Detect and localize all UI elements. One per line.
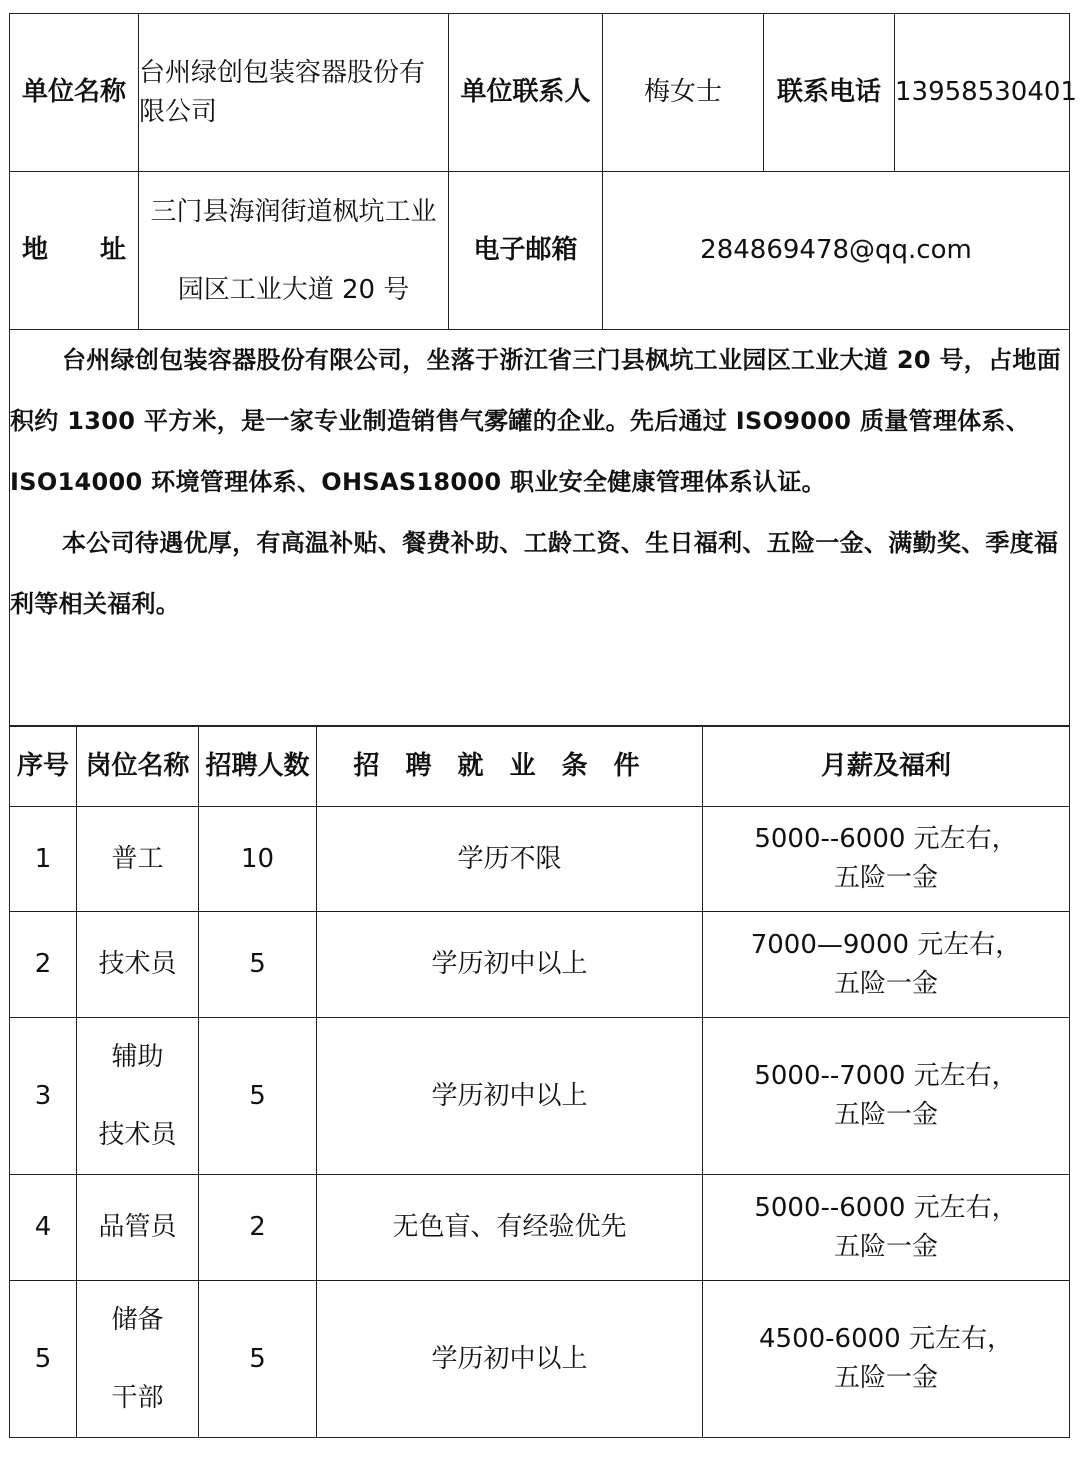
intro-paragraph-1: 台州绿创包装容器股份有限公司，坐落于浙江省三门县枫坑工业园区工业大道 20 号，占地面积约 1300 平方米，是一家专业制造销售气雾罐的企业。先后通过 ISO9000 质量管理体系、ISO14000 环境管理体系、OHSAS18000 职业安全健康管理体系认证。 bbox=[10, 346, 1062, 496]
row-requirements: 无色盲、有经验优先 bbox=[317, 1175, 703, 1281]
address-value bbox=[139, 172, 449, 330]
contact-label: 单位联系人 bbox=[449, 14, 603, 172]
salary-line-1: 5000--7000 元左右， bbox=[754, 1061, 1018, 1091]
row-no: 4 bbox=[10, 1175, 77, 1281]
row-requirements: 学历初中以上 bbox=[317, 912, 703, 1018]
position-line-2: 干部 bbox=[111, 1383, 164, 1413]
phone-label: 联系电话 bbox=[764, 14, 895, 172]
position-line-1: 储备 bbox=[111, 1305, 164, 1335]
salary-line-1: 4500-6000 元左右， bbox=[759, 1324, 1013, 1354]
row-position bbox=[77, 912, 199, 1018]
company-info-table bbox=[9, 13, 1077, 726]
position-line-1: 技术员 bbox=[98, 949, 177, 979]
email-label: 电子邮箱 bbox=[449, 172, 603, 330]
salary-line-2: 五险一金 bbox=[833, 1100, 938, 1130]
job-openings-table bbox=[9, 726, 1070, 1438]
position-line-1: 普工 bbox=[111, 843, 164, 874]
header-count: 招聘人数 bbox=[199, 727, 317, 807]
header-no: 序号 bbox=[10, 727, 77, 807]
row-requirements: 学历初中以上 bbox=[317, 1018, 703, 1175]
row-position bbox=[77, 1175, 199, 1281]
position-line-2: 技术员 bbox=[98, 1120, 177, 1150]
position-line-1: 辅助 bbox=[111, 1042, 164, 1072]
table-row bbox=[10, 1018, 1070, 1175]
row-count: 5 bbox=[199, 1018, 317, 1175]
row-requirements: 学历不限 bbox=[317, 807, 703, 912]
company-name-value: 台州绿创包装容器股份有限公司 bbox=[139, 14, 449, 172]
row-no: 3 bbox=[10, 1018, 77, 1175]
header-requirements: 招聘就业条件 bbox=[317, 727, 703, 807]
row-position bbox=[77, 1281, 199, 1438]
salary-line-2: 五险一金 bbox=[833, 863, 938, 893]
row-count: 5 bbox=[199, 912, 317, 1018]
row-count: 10 bbox=[199, 807, 317, 912]
row-count: 5 bbox=[199, 1281, 317, 1438]
row-requirements: 学历初中以上 bbox=[317, 1281, 703, 1438]
phone-value: 13958530401 bbox=[895, 14, 1070, 172]
row-salary bbox=[703, 1018, 1070, 1175]
company-name-label: 单位名称 bbox=[10, 14, 139, 172]
table-row bbox=[10, 807, 1070, 912]
salary-line-2: 五险一金 bbox=[833, 1231, 938, 1262]
row-salary bbox=[703, 1175, 1070, 1281]
row-position bbox=[77, 1018, 199, 1175]
intro-paragraph-2: 本公司待遇优厚，有高温补贴、餐费补助、工龄工资、生日福利、五险一金、满勤奖、季度福利等相关福利。 bbox=[10, 529, 1059, 618]
address-line-1: 三门县海润街道枫坑工业 bbox=[150, 196, 437, 227]
salary-line-1: 5000--6000 元左右， bbox=[754, 824, 1018, 854]
row-position bbox=[77, 807, 199, 912]
salary-line-2: 五险一金 bbox=[833, 968, 938, 999]
header-position: 岗位名称 bbox=[77, 727, 199, 807]
row-no: 5 bbox=[10, 1281, 77, 1438]
table-row bbox=[10, 1281, 1070, 1438]
address-line-2: 园区工业大道 20 号 bbox=[177, 274, 410, 305]
email-value: 284869478@qq.com bbox=[603, 172, 1070, 330]
row-no: 2 bbox=[10, 912, 77, 1018]
table-row bbox=[10, 1175, 1070, 1281]
position-line-1: 品管员 bbox=[98, 1212, 177, 1242]
address-label: 地 址 bbox=[10, 172, 139, 330]
header-salary: 月薪及福利 bbox=[703, 727, 1070, 807]
row-salary bbox=[703, 912, 1070, 1018]
table-row bbox=[10, 912, 1070, 1018]
company-introduction bbox=[10, 330, 1070, 726]
salary-line-2: 五险一金 bbox=[833, 1363, 938, 1393]
row-no: 1 bbox=[10, 807, 77, 912]
row-salary bbox=[703, 1281, 1070, 1438]
contact-value: 梅女士 bbox=[603, 14, 764, 172]
row-salary bbox=[703, 807, 1070, 912]
salary-line-1: 7000—9000 元左右， bbox=[750, 929, 1022, 960]
row-count: 2 bbox=[199, 1175, 317, 1281]
salary-line-1: 5000--6000 元左右， bbox=[754, 1192, 1018, 1223]
